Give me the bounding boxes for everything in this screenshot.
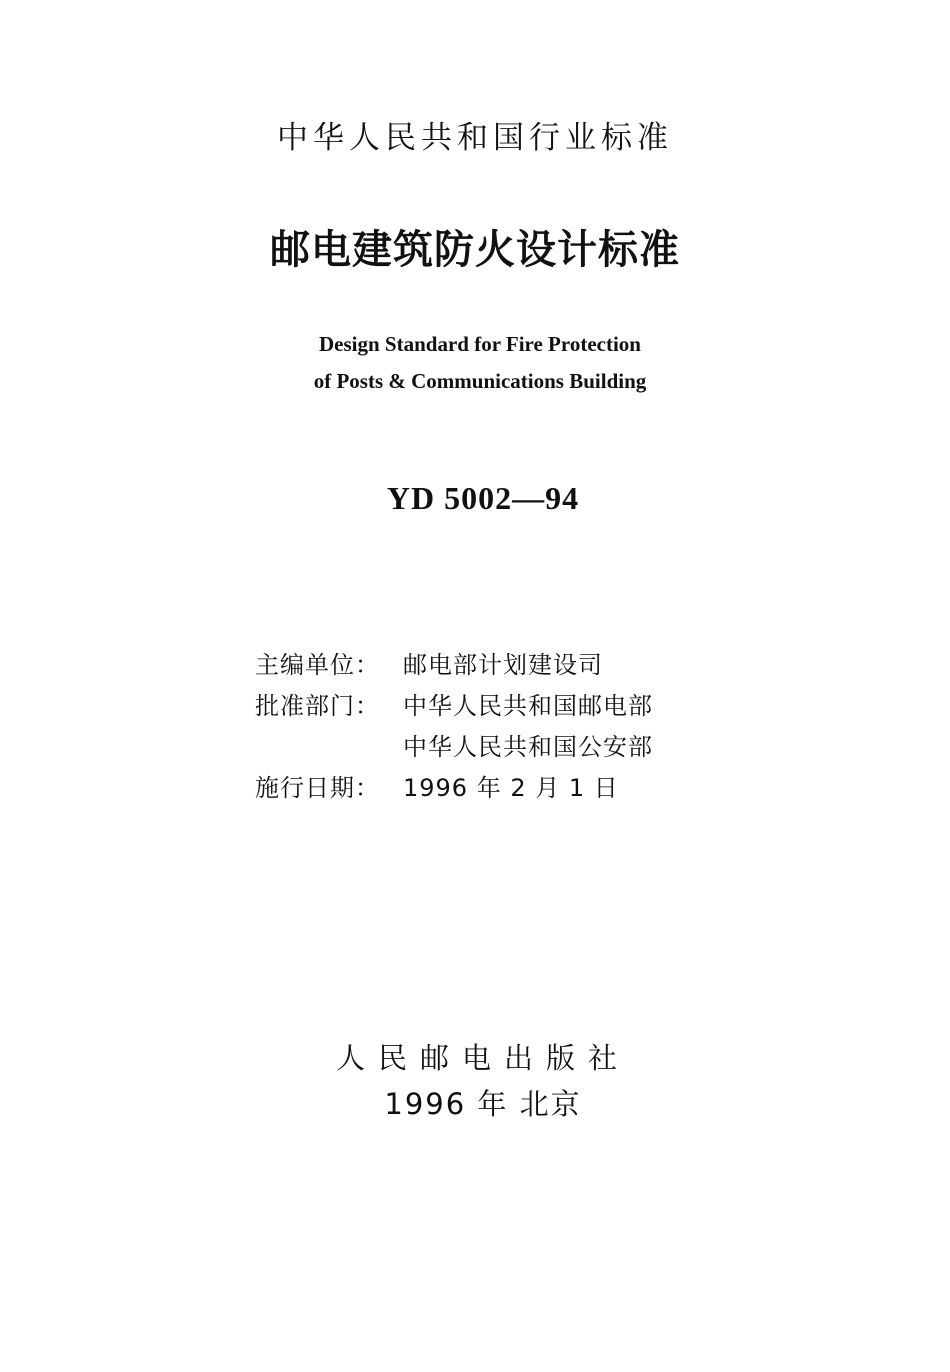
document-title-cn: 邮电建筑防火设计标准 xyxy=(270,227,680,273)
document-title-en-line2: of Posts & Communications Building xyxy=(313,369,647,393)
publication-place-date: 1996 年 北京 xyxy=(384,1087,582,1121)
approval-label: 批准部门： xyxy=(255,692,380,720)
effective-date-value: 1996 年 2 月 1 日 xyxy=(403,774,619,802)
document-title-en-line1: Design Standard for Fire Protection xyxy=(319,332,641,356)
standard-code: YD 5002—94 xyxy=(386,480,580,516)
editor-label: 主编单位： xyxy=(255,651,380,679)
publisher-name: 人民邮电出版社 xyxy=(335,1041,630,1075)
approval-value-2: 中华人民共和国公安部 xyxy=(403,733,653,761)
editor-value: 邮电部计划建设司 xyxy=(403,651,603,679)
standard-category: 中华人民共和国行业标准 xyxy=(277,120,673,156)
effective-date-label: 施行日期： xyxy=(255,774,380,802)
approval-value-1: 中华人民共和国邮电部 xyxy=(403,692,653,720)
